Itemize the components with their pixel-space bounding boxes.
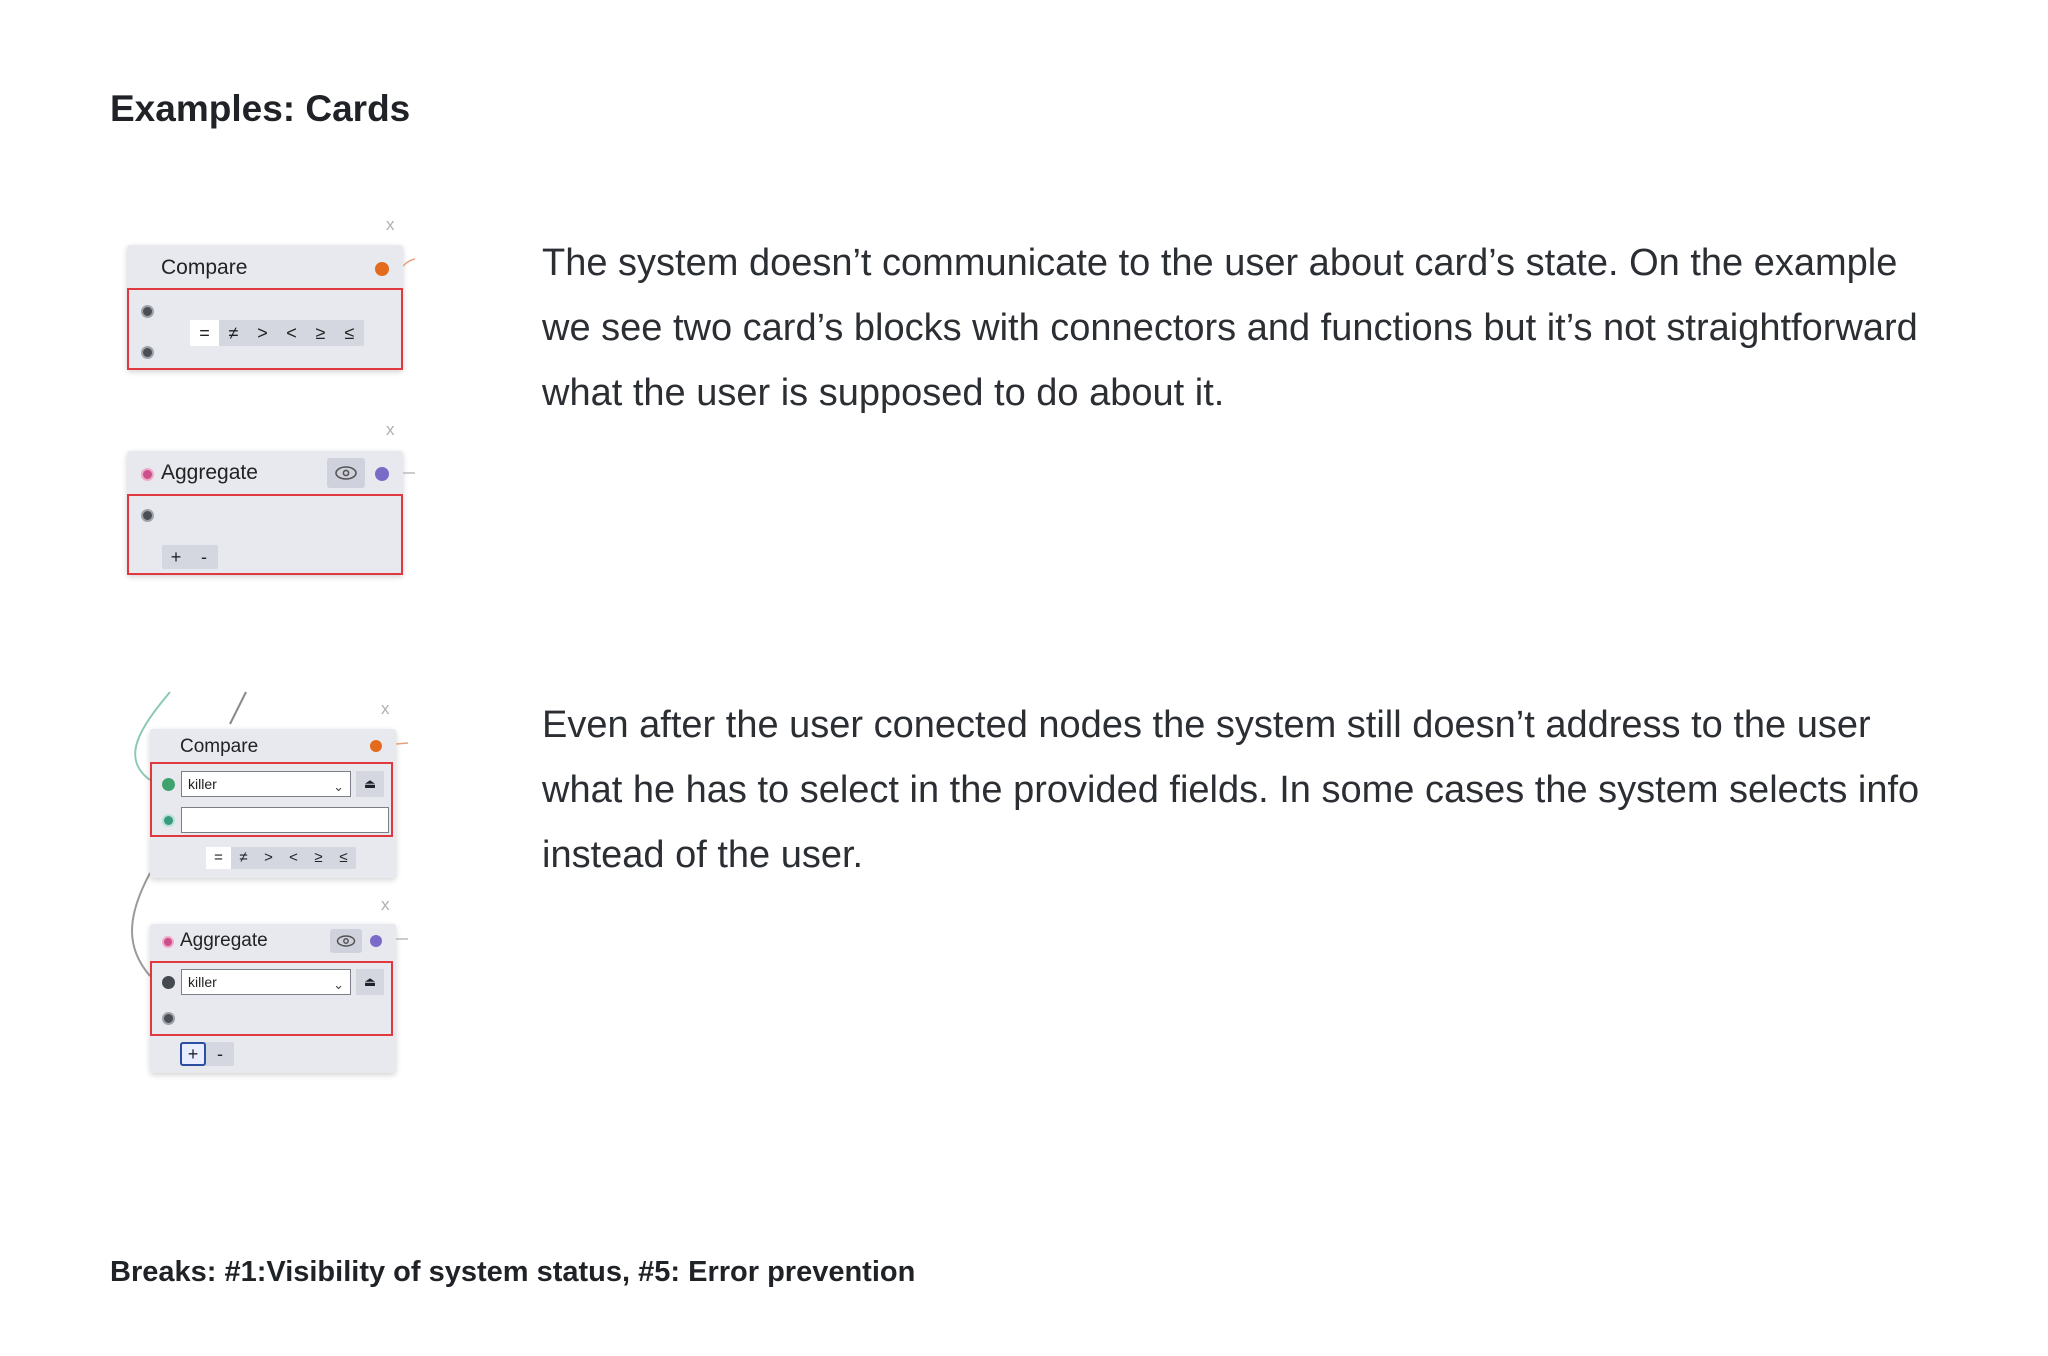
card-title: Compare xyxy=(161,256,248,279)
compare-card[interactable] xyxy=(150,729,396,878)
connection-line xyxy=(403,470,415,476)
add-remove-group xyxy=(180,1042,234,1066)
add-input-button[interactable]: + xyxy=(170,547,182,567)
compare-card[interactable] xyxy=(127,245,403,370)
input-connector[interactable] xyxy=(162,778,175,791)
page-title: Examples: Cards xyxy=(110,88,411,129)
add-input-button[interactable]: + xyxy=(180,1042,206,1066)
aggregate-card[interactable] xyxy=(127,451,403,575)
remove-input-button[interactable]: - xyxy=(201,547,207,567)
input-connector[interactable] xyxy=(162,1012,175,1025)
operator-less-equal[interactable]: ≤ xyxy=(344,323,355,343)
operator-equal[interactable]: = xyxy=(206,847,231,869)
operator-greater-equal[interactable]: ≥ xyxy=(314,849,323,866)
heuristics-broken: Breaks: #1:Visibility of system status, #5: Error prevention xyxy=(110,1256,916,1288)
description-example-2: Even after the user conected nodes the system still doesn’t address to the user what he has to select in the provided fields. In some cases the system selects info instead of the user. xyxy=(542,704,1920,876)
aggregate-card[interactable] xyxy=(150,924,396,1073)
highlight-box xyxy=(127,288,403,370)
chevron-down-icon: ⌄ xyxy=(333,779,344,794)
input-connector[interactable] xyxy=(162,814,175,827)
add-remove-group xyxy=(162,545,218,569)
operator-less-equal[interactable]: ≤ xyxy=(339,849,348,866)
operator-less[interactable]: < xyxy=(286,323,297,343)
highlight-box xyxy=(150,961,393,1036)
output-connector[interactable] xyxy=(370,740,382,752)
operator-greater-equal[interactable]: ≥ xyxy=(315,323,326,343)
close-icon[interactable]: x xyxy=(386,420,395,439)
chevron-down-icon: ⌄ xyxy=(333,977,344,992)
operator-not-equal[interactable]: ≠ xyxy=(228,323,239,343)
connection-line xyxy=(403,258,415,268)
operator-greater[interactable]: > xyxy=(264,849,273,866)
operator-equal[interactable]: = xyxy=(190,320,219,346)
operator-group xyxy=(206,847,356,869)
input-connector[interactable] xyxy=(141,468,154,481)
card-title: Aggregate xyxy=(161,461,258,484)
operator-not-equal[interactable]: ≠ xyxy=(239,849,248,866)
highlight-box xyxy=(150,762,393,837)
select-value: killer xyxy=(188,974,217,990)
remove-input-button[interactable]: - xyxy=(217,1044,223,1064)
output-connector[interactable] xyxy=(370,935,382,947)
input-connector[interactable] xyxy=(141,509,154,522)
eye-icon xyxy=(327,458,365,488)
input-connector[interactable] xyxy=(141,305,154,318)
close-icon[interactable]: x xyxy=(381,895,390,914)
operator-greater[interactable]: > xyxy=(257,323,268,343)
close-icon[interactable]: x xyxy=(386,215,395,234)
eject-icon[interactable]: ⏏ xyxy=(356,969,384,995)
connection-line xyxy=(396,740,408,746)
output-connector[interactable] xyxy=(375,467,389,481)
highlight-box xyxy=(127,494,403,575)
operator-less[interactable]: < xyxy=(289,849,298,866)
card-title: Aggregate xyxy=(180,930,268,951)
connection-line xyxy=(396,936,408,942)
field-select[interactable] xyxy=(181,771,351,797)
value-input[interactable] xyxy=(181,807,389,833)
description-example-1: The system doesn’t communicate to the user about card’s state. On the example we see two card’s blocks with connectors and functions but it’s not straightforward what the user is supposed to do about it. xyxy=(542,242,1918,414)
input-connector[interactable] xyxy=(162,936,174,948)
eye-icon xyxy=(330,929,362,953)
input-connector[interactable] xyxy=(162,976,175,989)
visibility-toggle[interactable] xyxy=(327,458,365,488)
close-icon[interactable]: x xyxy=(381,699,390,718)
card-title: Compare xyxy=(180,736,259,757)
visibility-toggle[interactable] xyxy=(330,929,362,953)
field-select[interactable] xyxy=(181,969,351,995)
input-connector[interactable] xyxy=(141,346,154,359)
eject-icon[interactable]: ⏏ xyxy=(356,771,384,797)
operator-group xyxy=(190,320,364,346)
output-connector[interactable] xyxy=(375,262,389,276)
select-value: killer xyxy=(188,776,217,792)
